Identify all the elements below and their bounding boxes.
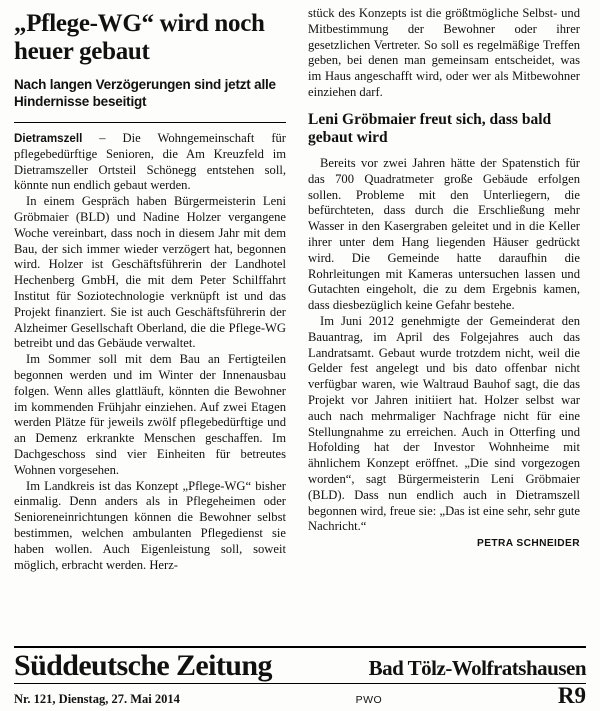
right-body-text-2 [308, 156, 580, 535]
left-body-text [14, 131, 286, 573]
page-title: „Pflege-WG“ wird noch heuer gebaut [14, 10, 265, 65]
page-footer [14, 646, 586, 707]
dateline: Dietramszell [14, 132, 83, 145]
article-columns [14, 6, 586, 654]
footer-divider-mid [14, 683, 586, 684]
pwo-code: PWO [355, 694, 383, 706]
footer-divider-top [14, 646, 586, 648]
article-subhead: Nach langen Verzögerungen sind jetzt alle Hindernisse beseitigt [14, 77, 276, 109]
edition-block [557, 683, 586, 708]
edition-code: R9 [557, 683, 586, 708]
paragraph: In einem Gespräch haben Bürgermeisterin Leni Gröbmaier (BLD) und Nadine Holzer vergangene Woche vereinbart, dass noch in diesem Jahr mit dem Bau, der sich immer wieder verzögert hat, begonnen wird. Holzer ist Geschäftsführerin der Landhotel Hechenberg GmbH, die mit dem Peter Schilffahrt Institut für Soziotechnologie verknüpft ist und das Projekt finanziert. Sie ist auch Geschäftsführerin der Alzheimer Gesellschaft Oberland, die die Pflege-WG betreibt und das Gebäude verwaltet. [14, 194, 286, 351]
region-title: Bad Tölz-Wolfratshausen [368, 656, 586, 680]
continuation-paragraph: stück des Konzepts ist die größtmögliche Selbst- und Mitbestimmung der Bewohner oder ihrer gesetzlichen Vertreter. So soll es regelmäßige Treffen geben, bei denen man gemeinsam entscheidet, was im Haus angeschafft wird, oder wer als Mitbewohner einziehen darf. [308, 6, 580, 99]
paragraph: Bereits vor zwei Jahren hätte der Spatenstich für das 700 Quadratmeter große Gebäude erfolgen sollen. Probleme mit den Unterliegern, die befürchteten, dass durch die Erschließung mehr Wasser in den Kasergraben geleitet und in die Keller ihrer unter dem Hang liegenden Häuser gedrückt wird. Die Gemeinde hatte daraufhin die Rohrleitungen mit Kameras untersuchen lassen und Gutachten eingeholt, die zu dem Ergebnis kamen, dass diesbezüglich keine Gefahr bestehe. [308, 155, 580, 313]
crosshead: Leni Gröbmaier freut sich, dass bald gebaut wird [308, 110, 552, 147]
byline: PETRA SCHNEIDER [477, 538, 580, 550]
lead-text: – Die Wohngemeinschaft für pflegebedürftige Senioren, die Am Kreuzfeld im Dietramszeller Ortsteil Schönegg entstehen soll, könnte nun endlich gebaut werden. [14, 131, 286, 193]
divider [14, 122, 286, 123]
footer-issue-row [14, 683, 586, 708]
issue-line: Nr. 121, Dienstag, 27. Mai 2014 [14, 692, 180, 706]
right-body-text [308, 6, 580, 101]
paragraph: Im Juni 2012 genehmigte der Gemeinderat den Bauantrag, im April des Folgejahres auch das Landratsamt. Gebaut wurde trotzdem nicht, weil die Gelder fest angelegt und bis dato offenbar nicht verfügbar waren, wie Waltraud Bauhof sagt, die das Projekt vor Jahren initiiert hat. Holzer selbst war auch nach mehrmaliger Nachfrage nicht für eine Stellungnahme zu erreichen. Auch in Otterfing und Hofolding hat der Investor Wohnheime mit ähnlichem Konzept eröffnet. „Die sind vorgezogen worden“, sagt Bürgermeisterin Leni Gröbmaier (BLD). Dass nun endlich auch in Dietramszell begonnen wird, freue sie: „Das ist eine sehr, sehr gute Nachricht.“ [308, 313, 580, 534]
left-column [14, 6, 288, 654]
footer-masthead-row [14, 651, 586, 681]
lead-paragraph [14, 131, 286, 194]
masthead-title: Süddeutsche Zeitung [14, 649, 272, 682]
right-column [306, 6, 580, 654]
paragraph: Im Landkreis ist das Konzept „Pflege-WG“ bisher einmalig. Denn anders als in Pflegeheimen oder Senioreneinrichtungen können die Bewohner selbst bestimmen, welchen ambulanten Pflegedienst sie haben wollen. Auch Eigenleistung soll, soweit möglich, erbracht werden. Herz- [14, 478, 286, 572]
paragraph: Im Sommer soll mit dem Bau an Fertigteilen begonnen werden und im Winter der Innenausbau folgen. Wenn alles glattläuft, könnten die Bewohner im kommenden Frühjahr einziehen. Auf zwei Etagen werden Plätze für jeweils zwölf pflegebedürftige und an Demenz erkrankte Menschen geschaffen. Im Dachgeschoss sind vier Einheiten für betreutes Wohnen vorgesehen. [14, 352, 286, 477]
